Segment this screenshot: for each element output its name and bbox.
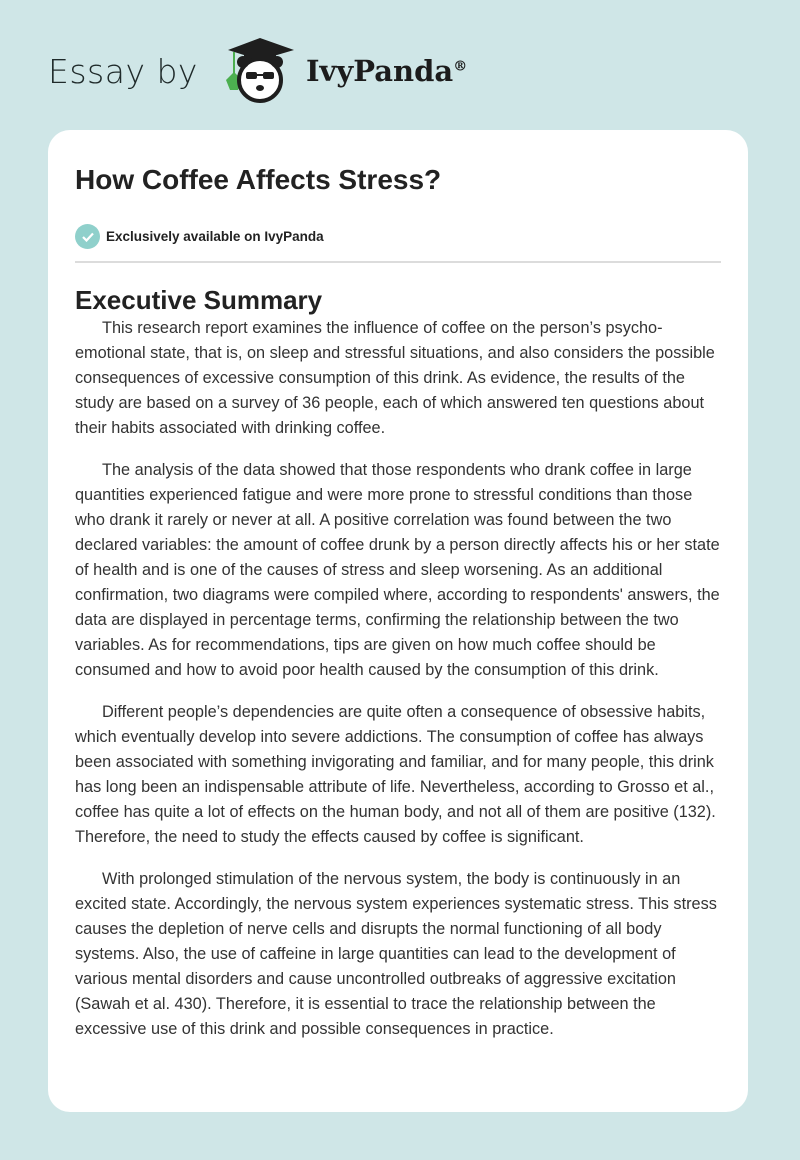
brand-text: IvyPanda	[305, 54, 454, 88]
divider	[75, 261, 721, 263]
section-heading: Executive Summary	[75, 285, 323, 315]
exclusive-badge	[75, 224, 324, 249]
panda-logo-icon	[216, 36, 302, 106]
paragraph: This research report examines the influence of coffee on the person’s psycho-emotional state, that is, on sleep and stressful situations, and also considers the possible consequences of excessive consumption of this drink. As evidence, the results of the study are based on a survey of 36 people, each of which answered ten questions about their habits associated with drinking coffee.	[75, 319, 715, 437]
registered-mark: ®	[453, 58, 468, 75]
essay-by-label: Essay by	[48, 51, 198, 91]
brand-name	[306, 54, 467, 88]
badge-text: Exclusively available on IvyPanda	[106, 229, 324, 244]
check-icon	[75, 224, 100, 249]
paragraph: The analysis of the data showed that those respondents who drank coffee in large quantities experienced fatigue and were more prone to stressful conditions than those who drank it rarely or never at all. A positive correlation was found between the two declared variables: the amount of coffee drunk by a person directly affects his or her state of health and is one of the causes of stress and sleep worsening. As an additional confirmation, two diagrams were compiled where, according to respondents' answers, the data are displayed in percentage terms, confirming the relationship between the two variables. As for recommendations, tips are given on how much coffee should be consumed and how to avoid poor health caused by the consumption of this drink.	[75, 461, 720, 679]
essay-card	[48, 130, 748, 1112]
page-title: How Coffee Affects Stress?	[75, 164, 442, 195]
site-header	[48, 36, 467, 106]
paragraph: With prolonged stimulation of the nervous system, the body is continuously in an excited state. Accordingly, the nervous system experiences systematic stress. This stress causes the depletion of nerve cells and disrupts the normal functioning of all body systems. Also, the use of caffeine in large quantities can lead to the development of various mental disorders and cause uncontrolled outbreaks of aggressive excitation (Sawah et al. 430). Therefore, it is essential to trace the relationship between the excessive use of this drink and possible consequences in practice.	[75, 870, 717, 1038]
paragraph: Different people’s dependencies are quite often a consequence of obsessive habits, which eventually develop into severe addictions. The consumption of coffee has always been associated with something invigorating and familiar, and for many people, this drink has long been an indispensable attribute of life. Nevertheless, according to Grosso et al., coffee has quite a lot of effects on the human body, and not all of them are positive (132). Therefore, the need to study the effects caused by coffee is significant.	[75, 703, 716, 846]
article-body	[75, 316, 725, 1059]
